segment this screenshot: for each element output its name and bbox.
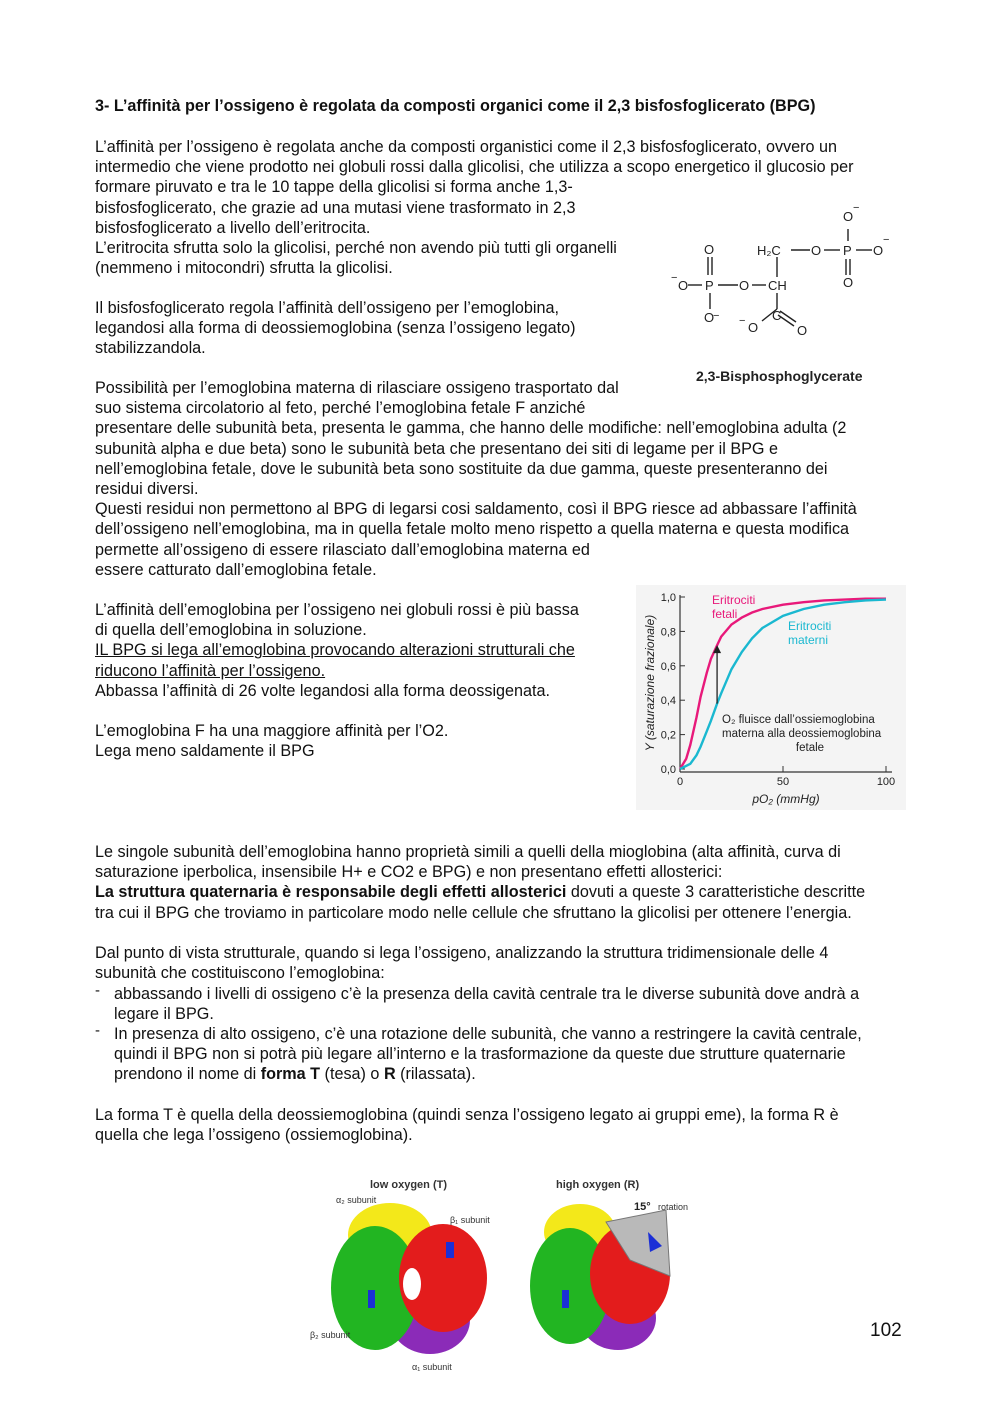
text-line: legare il BPG.	[114, 1005, 214, 1024]
text-line: permette all’ossigeno di essere rilasciato dall’emoglobina materna ed	[95, 540, 590, 559]
text-line	[114, 1064, 862, 1084]
paragraph-fetal-hemoglobin	[95, 378, 857, 580]
atom-p: P	[705, 278, 714, 293]
bullet-marker: -	[95, 1022, 100, 1039]
t-form-model	[331, 1203, 487, 1354]
text-line: tra cui il BPG che troviamo in particolare modo nelle cellule che sfruttano la glicolisi per ottenere l’energia.	[95, 903, 852, 922]
text-fragment: (tesa) o	[320, 1065, 384, 1084]
text-line: quella che lega l’ossigeno (ossiemoglobina).	[95, 1126, 413, 1145]
bpg-structure-figure	[660, 195, 910, 395]
central-cavity	[403, 1268, 421, 1300]
atom-o: O	[704, 310, 715, 325]
charge-minus: −	[713, 310, 720, 322]
text-line: subunità che costituiscono l’emoglobina:	[95, 964, 385, 983]
bold-statement: La struttura quaternaria è responsabile degli effetti allosterici	[95, 883, 567, 902]
text-line: Possibilità per l’emoglobina materna di rilasciare ossigeno trasportato dal	[95, 379, 619, 397]
annotation-line-1: O₂ fluisce dall’ossiemoglobina	[722, 714, 875, 726]
atom-o: O	[748, 320, 759, 335]
y-tick-label: 0,2	[660, 729, 676, 742]
text-line: L’eritrocita sfrutta solo la glicolisi, perché non avendo più tutti gli organelli	[95, 239, 617, 258]
atom-o: O	[811, 243, 822, 258]
y-tick-label: 0,6	[660, 660, 676, 673]
high-oxygen-title: high oxygen (R)	[556, 1179, 640, 1191]
page-number: 102	[870, 1320, 902, 1341]
text-line: nell’emoglobina fetale, dove le subunità beta sono sostituite da due gamma, queste presenteranno dei	[95, 459, 828, 478]
paragraph-structural-view	[95, 943, 828, 983]
text-line: intermedio che viene prodotto nei globuli rossi dalla glicolisi, che utilizza a scopo energetico il glucosio per	[95, 158, 854, 177]
text-fragment: (rilassata).	[395, 1065, 476, 1084]
text-line	[95, 882, 865, 902]
annotation-line-2: materna alla deossiemoglobina	[722, 728, 882, 740]
atom-h2c: H₂C	[757, 243, 781, 258]
y-tick-label: 0,4	[660, 695, 676, 708]
text-line: Abbassa l’affinità di 26 volte legandosi alla forma deossigenata.	[95, 681, 551, 700]
rotation-label: rotation	[658, 1202, 689, 1212]
text-line: abbassando i livelli di ossigeno c’è la presenza della cavità centrale tra le diverse subunità dove andrà a	[114, 985, 860, 1003]
atom-o: O	[678, 278, 689, 293]
text-line: bisfosfoglicerato, che grazie ad una mutasi viene trasformato in 2,3	[95, 198, 576, 217]
oxygen-saturation-chart	[636, 585, 906, 810]
text-line: Il bisfosfoglicerato regola l’affinità dell’ossigeno per l’emoglobina,	[95, 299, 560, 317]
text-line: saturazione iperbolica, insensibile H+ e CO2 e BPG) e non presentano effetti allosterici:	[95, 863, 723, 882]
atom-o: O	[739, 278, 750, 293]
text-line: L’affinità dell’emoglobina per l’ossigeno nei globuli rossi è più bassa	[95, 601, 579, 619]
heme-marker	[368, 1290, 375, 1308]
charge-minus: −	[739, 315, 746, 327]
x-axis-label: pO₂ (mmHg)	[752, 792, 820, 806]
r-form-model	[530, 1204, 670, 1350]
annotation-line-3: fetale	[795, 742, 825, 754]
charge-minus: −	[853, 202, 860, 214]
text-line: residui diversi.	[95, 480, 199, 499]
text-line: essere catturato dall’emoglobina fetale.	[95, 560, 377, 579]
text-line: (nemmeno i mitocondri) sfrutta la glicolisi.	[95, 259, 393, 278]
text-line: formare piruvato e tra le 10 tappe della glicolisi si forma anche 1,3-	[95, 178, 573, 197]
text-line: subunità alpha e due beta) sono le subunità beta che presentano dei siti di legame per il BPG e	[95, 439, 779, 458]
low-oxygen-title: low oxygen (T)	[370, 1179, 447, 1191]
atom-o: O	[873, 243, 884, 258]
beta1-label: β₁ subunit	[450, 1215, 490, 1225]
text-line: Le singole subunità dell’emoglobina hanno proprietà simili a quelli della mioglobina (alta affinità, curva di	[95, 843, 841, 861]
x-tick-label: 0	[676, 776, 684, 788]
x-tick-label: 50	[776, 776, 790, 788]
legend-label-fetal-line1: Eritrociti	[712, 593, 756, 607]
text-line: di quella dell’emoglobina in soluzione.	[95, 621, 367, 640]
atom-labels	[671, 202, 889, 338]
bold-term-t: forma T	[260, 1065, 321, 1084]
y-tick-label: 0,8	[660, 626, 676, 639]
text-line: L’emoglobina F ha una maggiore affinità per l’O2.	[95, 722, 449, 740]
heme-marker	[562, 1290, 569, 1308]
paragraph-bpg-regulation	[95, 298, 576, 359]
text-line: bisfosfoglicerato a livello dell’eritrocita.	[95, 218, 371, 237]
text-line: dell’ossigeno nell’emoglobina, ma in quella fetale molto meno rispetto a quella materna e questa modifica	[95, 520, 850, 539]
atom-o: O	[843, 275, 854, 290]
y-tick-label: 1,0	[660, 592, 676, 604]
atom-o: O	[797, 323, 808, 338]
atom-ch: CH	[768, 278, 787, 293]
paragraph-hbf	[95, 721, 448, 761]
paragraph-t-r-forms	[95, 1105, 839, 1145]
underlined-line: IL BPG si lega all’emoglobina provocando alterazioni strutturali che	[95, 641, 575, 660]
rotation-angle: 15°	[634, 1201, 651, 1213]
charge-minus: −	[883, 234, 890, 246]
x-tick-label: 100	[876, 776, 896, 788]
text-line: stabilizzandola.	[95, 339, 206, 358]
bullet-item-high-oxygen	[114, 1024, 862, 1085]
text-line: Dal punto di vista strutturale, quando si lega l’ossigeno, analizzando la struttura tridimensionale delle 4	[95, 944, 829, 962]
bullet-item-low-oxygen	[114, 984, 859, 1024]
paragraph-affinity-red-cells	[95, 600, 579, 701]
text-line: quindi il BPG non si potrà più legare all’interno e la trasformazione da queste due strutture quaternarie	[114, 1045, 846, 1064]
text-line: suo sistema circolatorio al feto, perché l’emoglobina fetale F anziché	[95, 399, 586, 418]
section-heading: 3- L’affinità per l’ossigeno è regolata da composti organici come il 2,3 bisfosfoglicerato (BPG)	[95, 97, 816, 115]
text-line: L’affinità per l’ossigeno è regolata anche da composti organistici come il 2,3 bisfosfoglicerato, ovvero un	[95, 138, 838, 156]
atom-c: C	[772, 308, 782, 323]
text-line: presentare delle subunità beta, presenta le gamma, che hanno delle modifiche: nell’emoglobina adulta (2	[95, 419, 847, 438]
atom-o: O	[843, 209, 854, 224]
bullet-marker: -	[95, 982, 100, 999]
text-fragment: prendono il nome di	[114, 1065, 261, 1084]
legend-label-fetal-line2: fetali	[712, 607, 738, 621]
alpha2-label: α₂ subunit	[336, 1195, 377, 1205]
legend-label-maternal-line2: materni	[788, 633, 829, 647]
text-fragment: dovuti a queste 3 caratteristiche descritte	[566, 883, 866, 902]
text-line: La forma T è quella della deossiemoglobina (quindi senza l’ossigeno legato ai gruppi eme), la forma R è	[95, 1106, 839, 1124]
text-line: legandosi alla forma di deossiemoglobina (senza l’ossigeno legato)	[95, 319, 576, 338]
atom-p: P	[843, 243, 852, 258]
paragraph-quaternary-structure	[95, 842, 865, 923]
underlined-line: riducono l’affinità per l’ossigeno.	[95, 661, 326, 680]
charge-minus: −	[671, 272, 678, 284]
hemoglobin-tr-figure	[300, 1170, 720, 1380]
bold-term-r: R	[383, 1065, 396, 1084]
bpg-caption: 2,3-Bisphosphoglycerate	[696, 368, 863, 384]
text-line: Questi residui non permettono al BPG di legarsi cosi saldamento, così il BPG riesce ad abbassare l’affinità	[95, 500, 857, 519]
text-line: Lega meno saldamente il BPG	[95, 742, 315, 761]
text-line: In presenza di alto ossigeno, c’è una rotazione delle subunità, che vanno a restringere la cavità centrale,	[114, 1025, 862, 1043]
alpha1-label: α₁ subunit	[412, 1362, 452, 1372]
legend-label-maternal-line1: Eritrociti	[788, 619, 832, 633]
y-axis-label: Y (saturazione frazionale)	[643, 614, 657, 752]
atom-o: O	[704, 242, 715, 257]
beta2-label: β₂ subunit	[310, 1330, 351, 1340]
y-tick-label: 0,0	[660, 764, 676, 776]
heme-marker	[446, 1242, 454, 1258]
